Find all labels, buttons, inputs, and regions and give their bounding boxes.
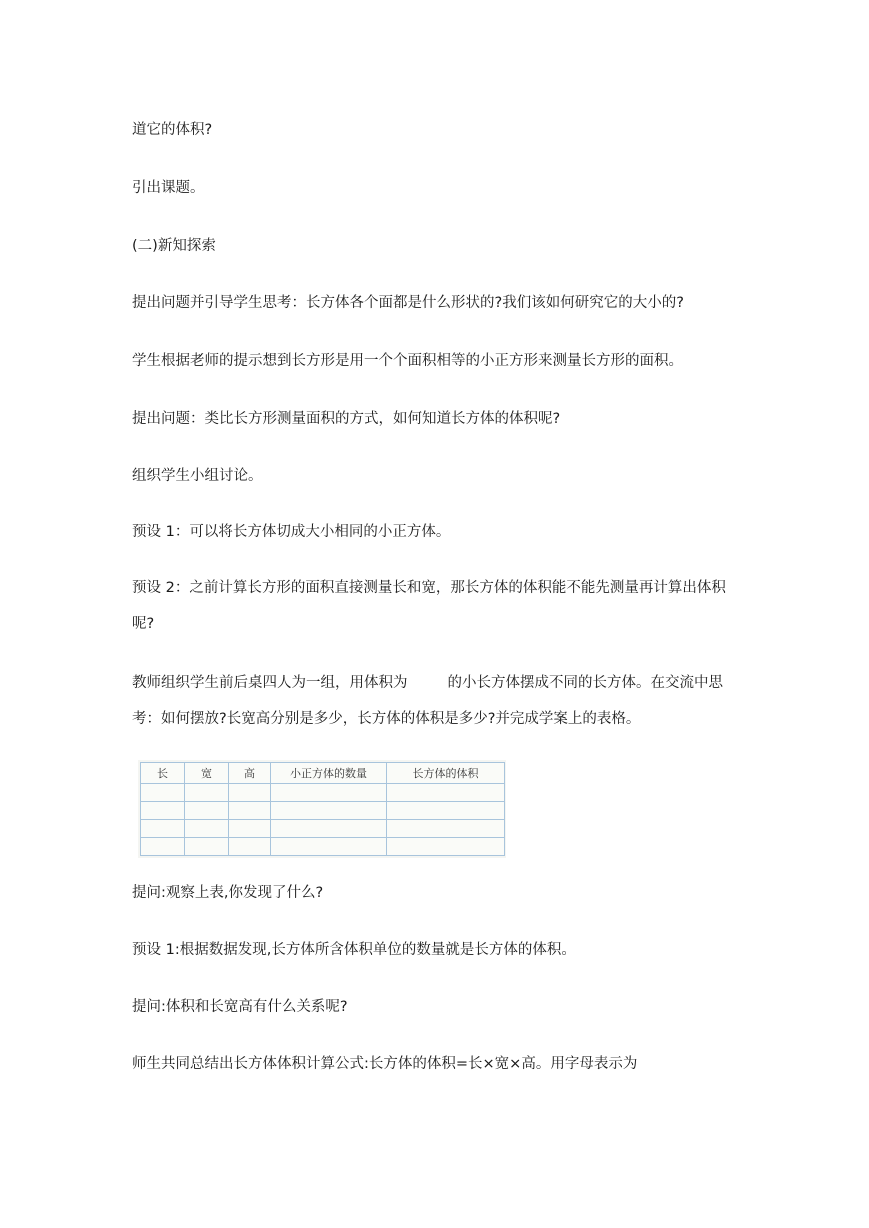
table-cell (185, 838, 229, 856)
table-cell (271, 784, 387, 802)
table-header-cell: 长方体的体积 (387, 763, 505, 784)
paragraph-10-part-b: 的小长方体摆成不同的长方体。在交流中思考：如何摆放?长宽高分别是多少，长方体的体积是多少?并完成学案上的表格。 (132, 675, 723, 727)
table-cell (141, 838, 185, 856)
paragraph-4: 提出问题并引导学生思考：长方体各个面都是什么形状的?我们该如何研究它的大小的? (132, 295, 684, 311)
table-cell (185, 820, 229, 838)
table-header-cell: 小正方体的数量 (271, 763, 387, 784)
table-cell (387, 784, 505, 802)
section-heading: (二)新知探索 (132, 238, 216, 254)
table-row (141, 820, 505, 838)
paragraph-6: 提出问题：类比长方形测量面积的方式，如何知道长方体的体积呢? (132, 411, 561, 427)
table-cell (229, 838, 271, 856)
paragraph-10 (132, 665, 742, 737)
table-row (141, 838, 505, 856)
table-header-cell: 宽 (185, 763, 229, 784)
table-row (141, 802, 505, 820)
table-cell (271, 802, 387, 820)
table-cell (271, 838, 387, 856)
paragraph-5: 学生根据老师的提示想到长方形是用一个个面积相等的小正方形来测量长方形的面积。 (132, 353, 683, 369)
paragraph-8: 预设 1：可以将长方体切成大小相同的小正方体。 (132, 524, 451, 540)
paragraph-11: 提问:观察上表,你发现了什么? (132, 885, 324, 901)
table-cell (141, 802, 185, 820)
table-header-cell: 长 (141, 763, 185, 784)
table-header-row (141, 763, 505, 784)
table-cell (229, 802, 271, 820)
table-cell (229, 784, 271, 802)
table-cell (271, 820, 387, 838)
table-cell (229, 820, 271, 838)
table-cell (387, 838, 505, 856)
paragraph-1: 道它的体积? (132, 122, 213, 138)
table-cell (185, 802, 229, 820)
paragraph-9: 预设 2：之前计算长方形的面积直接测量长和宽，那长方体的体积能不能先测量再计算出体积呢? (132, 580, 726, 632)
paragraph-13: 提问:体积和长宽高有什么关系呢? (132, 999, 348, 1015)
volume-table (140, 762, 505, 856)
table-cell (141, 784, 185, 802)
volume-table-image (138, 760, 506, 858)
table-row (141, 784, 505, 802)
paragraph-12: 预设 1:根据数据发现,长方体所含体积单位的数量就是长方体的体积。 (132, 942, 576, 958)
paragraph-10-part-a: 教师组织学生前后桌四人为一组，用体积为 (132, 675, 408, 691)
table-header-cell: 高 (229, 763, 271, 784)
table-cell (185, 784, 229, 802)
table-cell (387, 802, 505, 820)
paragraph-2: 引出课题。 (132, 180, 205, 196)
paragraph-7: 组织学生小组讨论。 (132, 468, 263, 484)
table-cell (141, 820, 185, 838)
paragraph-14: 师生共同总结出长方体体积计算公式:长方体的体积=长×宽×高。用字母表示为 (132, 1056, 638, 1072)
table-cell (387, 820, 505, 838)
